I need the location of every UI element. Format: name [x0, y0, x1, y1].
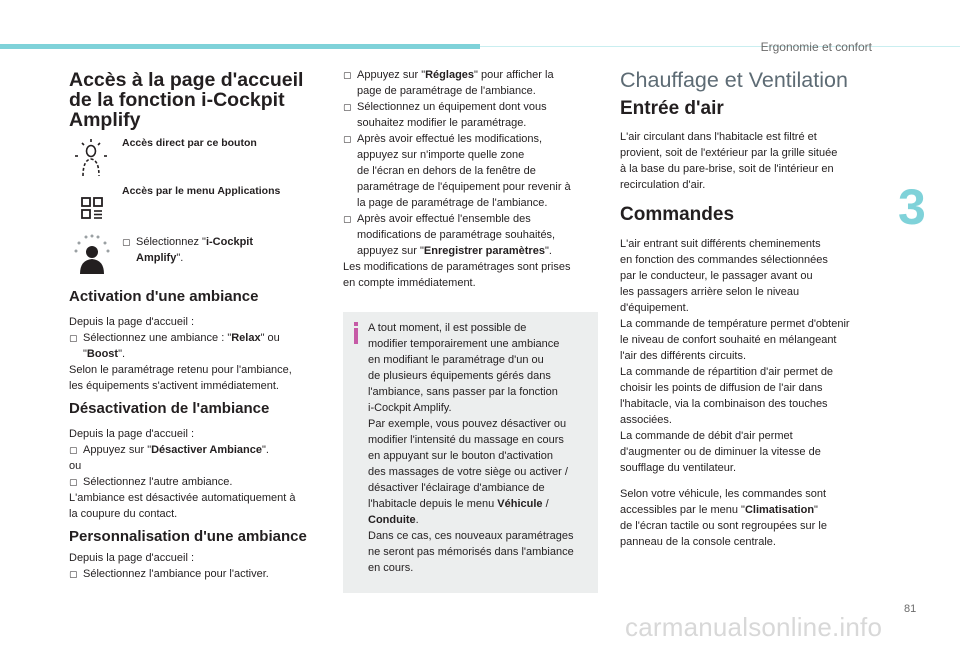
checkbox-bullet-icon: ▢ [343, 70, 352, 80]
checkbox-bullet-icon: ▢ [69, 569, 78, 579]
heading-commandes: Commandes [620, 204, 735, 225]
commandes-text: L'air entrant suit différents cheminements en fonction des commandes sélectionnées par le conducteur, le passager avant ou les passagers arrière selon le niveau d'équipement. La commande de température permet d'obtenir le niveau de confort souhaité en mélangeant l'air des différents circuits. La commande de répartition d'air permet de choisir les points de diffusion de l'air dans l'habitacle, via la combinaison des touches associées. La commande de débit d'air permet d'augmenter ou de diminuer la vitesse de soufflage du ventilateur. [620, 238, 850, 474]
checkbox-bullet-icon: ▢ [343, 214, 352, 224]
selon-vehicule-text: Selon votre véhicule, les commandes sont accessibles par le menu "Climatisation" de l'écran tactile ou sont regroupées sur le panneau de la console centrale. [620, 488, 827, 548]
heading-entree-air: Entrée d'air [620, 98, 724, 119]
checkbox-bullet-icon: ▢ [343, 134, 352, 144]
header-accent-bar [0, 44, 480, 49]
activation-text: Depuis la page d'accueil : ▢ Sélectionnez une ambiance : "Relax" ou "Boost". Selon le paramétrage retenu pour l'ambiance, les équipements s'activent immédiatement. [69, 316, 292, 392]
chapter-number: 3 [898, 179, 926, 235]
entree-air-text: L'air circulant dans l'habitacle est filtré et provient, soit de l'extérieur par la grille située à la base du pare-brise, soit de l'intérieur en recirculation d'air. [620, 131, 838, 191]
header-divider [480, 46, 960, 47]
page-title: Accès à la page d'accueil de la fonction i-Cockpit Amplify [69, 69, 304, 131]
checkbox-bullet-icon: ▢ [122, 237, 131, 247]
person-avatar-icon [72, 234, 112, 274]
checkbox-bullet-icon: ▢ [69, 445, 78, 455]
checkbox-bullet-icon: ▢ [69, 333, 78, 343]
heading-personnalisation: Personnalisation d'une ambiance [69, 528, 307, 545]
checkbox-bullet-icon: ▢ [343, 102, 352, 112]
info-note-text: A tout moment, il est possible de modifier temporairement une ambiance en modifiant le paramétrage d'un ou de plusieurs équipements gérés dans l'ambiance, sans passer par la fonction i-Cockpit Amplify. Par exemple, vous pouvez désactiver ou modifier l'intensité du massage en cours en appuyant sur le bouton d'activation des massages de votre siège ou activer / désactiver l'éclairage d'ambiance de l'habitacle depuis le menu Véhicule / Conduite. Dans ce cas, ces nouveaux paramétrages ne seront pas mémorisés dans l'ambiance en cours. [368, 322, 574, 574]
info-icon [351, 322, 361, 344]
heading-desactivation: Désactivation de l'ambiance [69, 400, 270, 417]
icon1-label: Accès direct par ce bouton [122, 137, 257, 149]
personnalisation-text: Depuis la page d'accueil : ▢ Sélectionnez l'ambiance pour l'activer. [69, 552, 269, 580]
section-heading-chauffage: Chauffage et Ventilation [620, 68, 848, 92]
page-number: 81 [904, 603, 917, 615]
desactivation-text: Depuis la page d'accueil : ▢ Appuyez sur "Désactiver Ambiance". ou ▢ Sélectionnez l'autre ambiance. L'ambiance est désactivée automatiquement à la coupure du contact. [69, 428, 296, 520]
heading-activation: Activation d'une ambiance [69, 288, 259, 305]
icon2-label: Accès par le menu Applications [122, 185, 281, 197]
icon3-text: ▢ Sélectionnez "i-Cockpit Amplify". [122, 236, 254, 264]
watermark: carmanualsonline.info [625, 612, 883, 642]
settings-steps: ▢ Appuyez sur "Réglages" pour afficher la page de paramétrage de l'ambiance. ▢ Sélectionnez un équipement dont vous souhaitez modifier le paramétrage. ▢ Après avoir effectué les modifications, appuyez sur n'importe quelle zone de l'écran en dehors de la fenêtre de paramétrage de l'équipement pour revenir à la page de paramétrage de l'ambiance. ▢ Après avoir effectué l'ensemble des modifications de paramétrage souhaités, appuyez sur "Enregistrer paramètres". Les modifications de paramétrages sont prises en compte immédiatement. [343, 69, 571, 289]
section-title: Ergonomie et confort [760, 40, 872, 54]
checkbox-bullet-icon: ▢ [69, 477, 78, 487]
person-sparkle-icon [73, 138, 109, 178]
apps-grid-icon [80, 196, 104, 220]
